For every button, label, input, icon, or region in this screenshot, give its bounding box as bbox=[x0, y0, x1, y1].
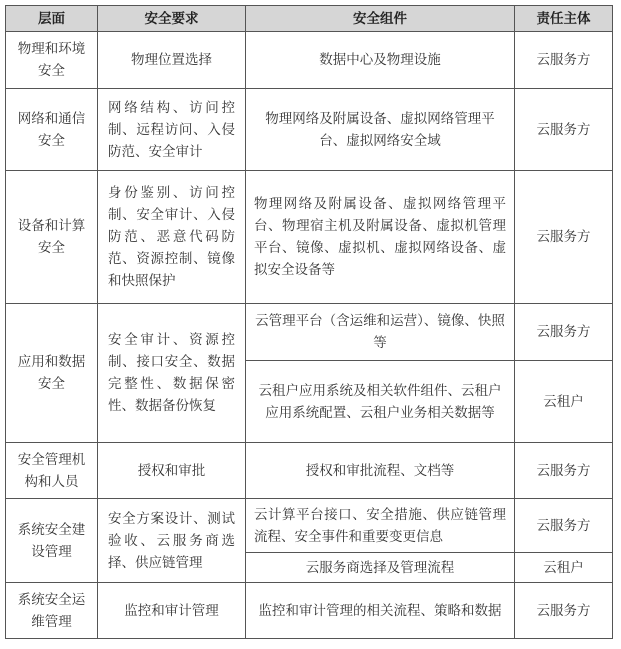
owner-cell: 云租户 bbox=[515, 553, 613, 583]
requirement-cell: 网络结构、访问控制、远程访问、入侵防范、安全审计 bbox=[98, 89, 246, 171]
layer-cell: 物理和环境安全 bbox=[6, 32, 98, 89]
header-layer: 层面 bbox=[6, 6, 98, 32]
owner-cell: 云服务方 bbox=[515, 89, 613, 171]
component-cell: 授权和审批流程、文档等 bbox=[246, 443, 515, 499]
table-row bbox=[6, 89, 613, 171]
requirement-cell: 授权和审批 bbox=[98, 443, 246, 499]
table-row bbox=[6, 499, 613, 553]
header-requirement: 安全要求 bbox=[98, 6, 246, 32]
component-cell: 物理网络及附属设备、虚拟网络管理平台、物理宿主机及附属设备、虚拟机管理平台、镜像、虚拟机、虚拟网络设备、虚拟安全设备等 bbox=[246, 171, 515, 304]
component-cell: 数据中心及物理设施 bbox=[246, 32, 515, 89]
requirement-cell: 安全审计、资源控制、接口安全、数据完整性、数据保密性、数据备份恢复 bbox=[98, 304, 246, 443]
owner-cell: 云服务方 bbox=[515, 171, 613, 304]
component-cell: 云计算平台接口、安全措施、供应链管理流程、安全事件和重要变更信息 bbox=[246, 499, 515, 553]
owner-cell: 云服务方 bbox=[515, 583, 613, 639]
header-owner: 责任主体 bbox=[515, 6, 613, 32]
owner-cell: 云服务方 bbox=[515, 32, 613, 89]
owner-cell: 云租户 bbox=[515, 361, 613, 443]
security-responsibility-table bbox=[5, 5, 613, 639]
requirement-cell: 物理位置选择 bbox=[98, 32, 246, 89]
table-row bbox=[6, 32, 613, 89]
table-row bbox=[6, 443, 613, 499]
layer-cell: 系统安全运维管理 bbox=[6, 583, 98, 639]
owner-cell: 云服务方 bbox=[515, 304, 613, 361]
layer-cell: 设备和计算安全 bbox=[6, 171, 98, 304]
table-row bbox=[6, 304, 613, 361]
requirement-cell: 监控和审计管理 bbox=[98, 583, 246, 639]
table-row bbox=[6, 171, 613, 304]
component-cell: 云管理平台（含运维和运营）、镜像、快照等 bbox=[246, 304, 515, 361]
layer-cell: 安全管理机构和人员 bbox=[6, 443, 98, 499]
layer-cell: 应用和数据安全 bbox=[6, 304, 98, 443]
owner-cell: 云服务方 bbox=[515, 499, 613, 553]
requirement-cell: 身份鉴别、访问控制、安全审计、入侵防范、恶意代码防范、资源控制、镜像和快照保护 bbox=[98, 171, 246, 304]
header-row bbox=[6, 6, 613, 32]
requirement-cell: 安全方案设计、测试验收、云服务商选择、供应链管理 bbox=[98, 499, 246, 583]
layer-cell: 网络和通信安全 bbox=[6, 89, 98, 171]
component-cell: 监控和审计管理的相关流程、策略和数据 bbox=[246, 583, 515, 639]
component-cell: 云服务商选择及管理流程 bbox=[246, 553, 515, 583]
table-row bbox=[6, 583, 613, 639]
component-cell: 云租户应用系统及相关软件组件、云租户应用系统配置、云租户业务相关数据等 bbox=[246, 361, 515, 443]
owner-cell: 云服务方 bbox=[515, 443, 613, 499]
component-cell: 物理网络及附属设备、虚拟网络管理平台、虚拟网络安全域 bbox=[246, 89, 515, 171]
layer-cell: 系统安全建设管理 bbox=[6, 499, 98, 583]
header-component: 安全组件 bbox=[246, 6, 515, 32]
